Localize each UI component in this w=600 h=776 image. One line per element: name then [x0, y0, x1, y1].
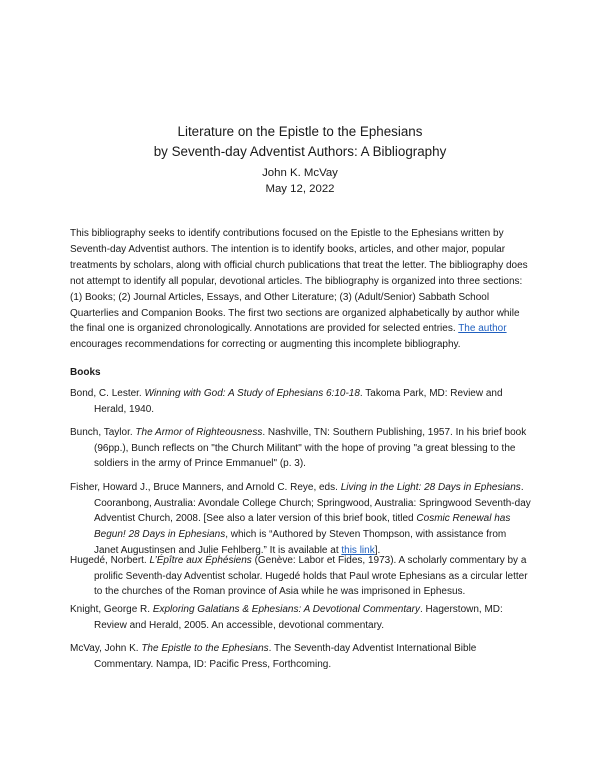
- entry-details: . The Seventh-day Adventist International Bible Commentary. Nampa, ID: Pacific Press, Forthcoming.: [94, 643, 477, 670]
- entry-external-link[interactable]: this link: [341, 544, 375, 556]
- intro-text: This bibliography seeks to identify contributions focused on the Epistle to the Ephesians written by Seventh-day Adventist authors. The intention is to identify books, articles, and other major, popular treatments by scholars, along with official church publications that treat the letter. The bibliography does not attempt to identify all popular, devotional articles. The bibliography is organized into three sections: (1) Books; (2) Journal Articles, Essays, and Other Literature; (3) (Adult/Senior) Sabbath School Quarterlies and Companion Books. The first two sections are organized alphabetically by author while the final one is organized chronologically. Annotations are provided for selected entries.: [70, 228, 528, 335]
- entry-details: . Hagerstown, MD: Review and Herald, 2005. An accessible, devotional commentary.: [94, 604, 503, 631]
- entry-details: . Nashville, TN: Southern Publishing, 1957. In his brief book (96pp.), Bunch reflects on "the Church Militant" with the hope of proving "a great blessing to the soldiers in the army of Prince Emmanuel" (p. 3).: [94, 427, 527, 470]
- bibliography-entry: [70, 386, 532, 417]
- entry-title: Exploring Galatians & Ephesians: A Devotional Commentary: [152, 604, 420, 615]
- intro-paragraph: [70, 226, 536, 353]
- bibliography-entry: [70, 602, 532, 633]
- entry-author: Hugedé, Norbert.: [70, 555, 150, 566]
- author-contact-link[interactable]: The author: [458, 323, 507, 335]
- bibliography-entry: [70, 425, 532, 472]
- entry-title: The Armor of Righteousness: [135, 427, 263, 438]
- entry-author: Fisher, Howard J., Bruce Manners, and Arnold C. Reye, eds.: [70, 482, 341, 493]
- entry-details: . Takoma Park, MD: Review and Herald, 1940.: [94, 388, 503, 415]
- entry-author: Bunch, Taylor.: [70, 427, 136, 438]
- entry-related-title: Cosmic Renewal has Begun! 28 Days in Ephesians: [94, 513, 511, 541]
- document-date: May 12, 2022: [265, 183, 335, 195]
- document-title-line-2: by Seventh-day Adventist Authors: A Bibliography: [153, 144, 447, 159]
- entry-details: . Cooranbong, Australia: Avondale College Church; Springwood, Australia: Springwood Seventh-day Adventist Church, 2008. [See also a later version of this brief book, titled: [94, 482, 531, 525]
- intro-text-end: encourages recommendations for correcting or augmenting this incomplete bibliography.: [70, 339, 461, 351]
- bibliography-entry: [70, 641, 532, 672]
- author-name: John K. McVay: [262, 167, 338, 179]
- books-section-heading: Books: [70, 367, 101, 378]
- entry-title: The Epistle to the Ephesians: [141, 643, 269, 654]
- entry-author: Knight, George R.: [70, 604, 153, 615]
- entry-title: Living in the Light: 28 Days in Ephesians: [340, 482, 521, 493]
- entry-title: L’Épître aux Éphésiens: [149, 555, 252, 566]
- entry-title: Winning with God: A Study of Ephesians 6:10-18: [144, 388, 360, 399]
- entry-details: (Genève: Labor et Fides, 1973). A scholarly commentary by a prolific Seventh-day Adventist scholar. Hugedé holds that Paul wrote Ephesians as a circular letter to the churches of the Roman province of Asia while he was imprisoned in Ephesus.: [94, 555, 528, 598]
- entry-details-more: , which is “Authored by Steven Thompson, with assistance from Janet Augustinsen and Julie Fehlberg.” It is available at: [94, 529, 507, 556]
- bibliography-entry: [70, 553, 532, 600]
- entry-author: Bond, C. Lester.: [70, 388, 145, 399]
- bibliography-entry: [70, 480, 532, 559]
- entry-author: McVay, John K.: [70, 643, 142, 654]
- entry-details-end: ].: [374, 544, 381, 556]
- document-title-line-1: Literature on the Epistle to the Ephesians: [177, 124, 423, 139]
